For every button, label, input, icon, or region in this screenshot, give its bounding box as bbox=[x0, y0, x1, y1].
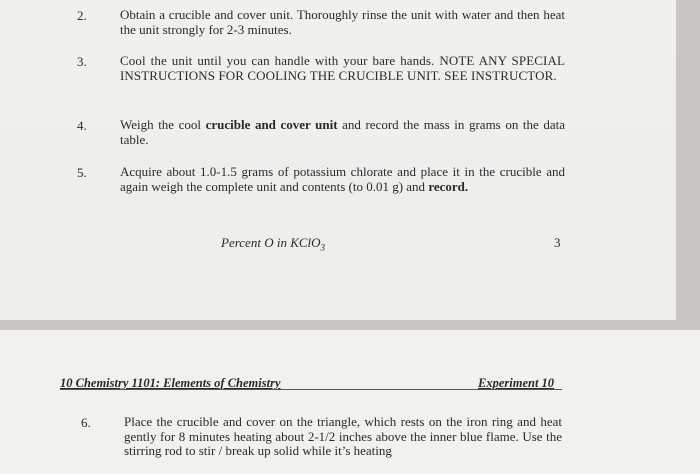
step-text: Obtain a crucible and cover unit. Thoroughly rinse the unit with water and then heat the unit strongly for 2-3 minutes. bbox=[120, 7, 565, 37]
step-number: 5. bbox=[77, 165, 87, 180]
step-text-part: and record the mass in grams on the data table. bbox=[120, 117, 566, 147]
step-text-part: Acquire about 1.0-1.5 grams of potassium chlorate and place it in the crucible and again weigh the complete unit and contents (to 0.01 g) and bbox=[120, 164, 565, 194]
step-number: 6. bbox=[81, 415, 91, 430]
step-text: Cool the unit until you can handle with your bare hands. NOTE ANY SPECIAL INSTRUCTIONS FOR COOLING THE CRUCIBLE UNIT. SEE INSTRUCTOR. bbox=[120, 53, 565, 83]
step-text bbox=[120, 165, 565, 194]
footer-title-subscript: 3 bbox=[320, 242, 326, 253]
step-number: 2. bbox=[77, 8, 87, 23]
step-number: 3. bbox=[77, 54, 87, 69]
document-page-lower bbox=[0, 330, 700, 474]
step-text-bold: crucible and cover unit bbox=[205, 117, 338, 132]
page-number: 3 bbox=[554, 235, 561, 250]
course-header: 10 Chemistry 1101: Elements of Chemistry bbox=[60, 376, 281, 390]
step-text-bold: record. bbox=[428, 178, 469, 194]
step-text-part: Weigh the cool bbox=[120, 117, 206, 132]
step-text: Place the crucible and cover on the triangle, which rests on the iron ring and heat gently for 8 minutes heating about 2-1/2 inches above the inner blue flame. Use the stirring rod to stir / break up solid while it’s heating bbox=[124, 414, 562, 458]
step-number: 4. bbox=[77, 118, 87, 133]
footer-title-text: Percent O in KClO bbox=[221, 235, 321, 250]
header-divider bbox=[60, 389, 562, 390]
experiment-header: Experiment 10 bbox=[478, 376, 555, 390]
step-text bbox=[120, 118, 565, 147]
page-footer-title bbox=[221, 235, 325, 253]
